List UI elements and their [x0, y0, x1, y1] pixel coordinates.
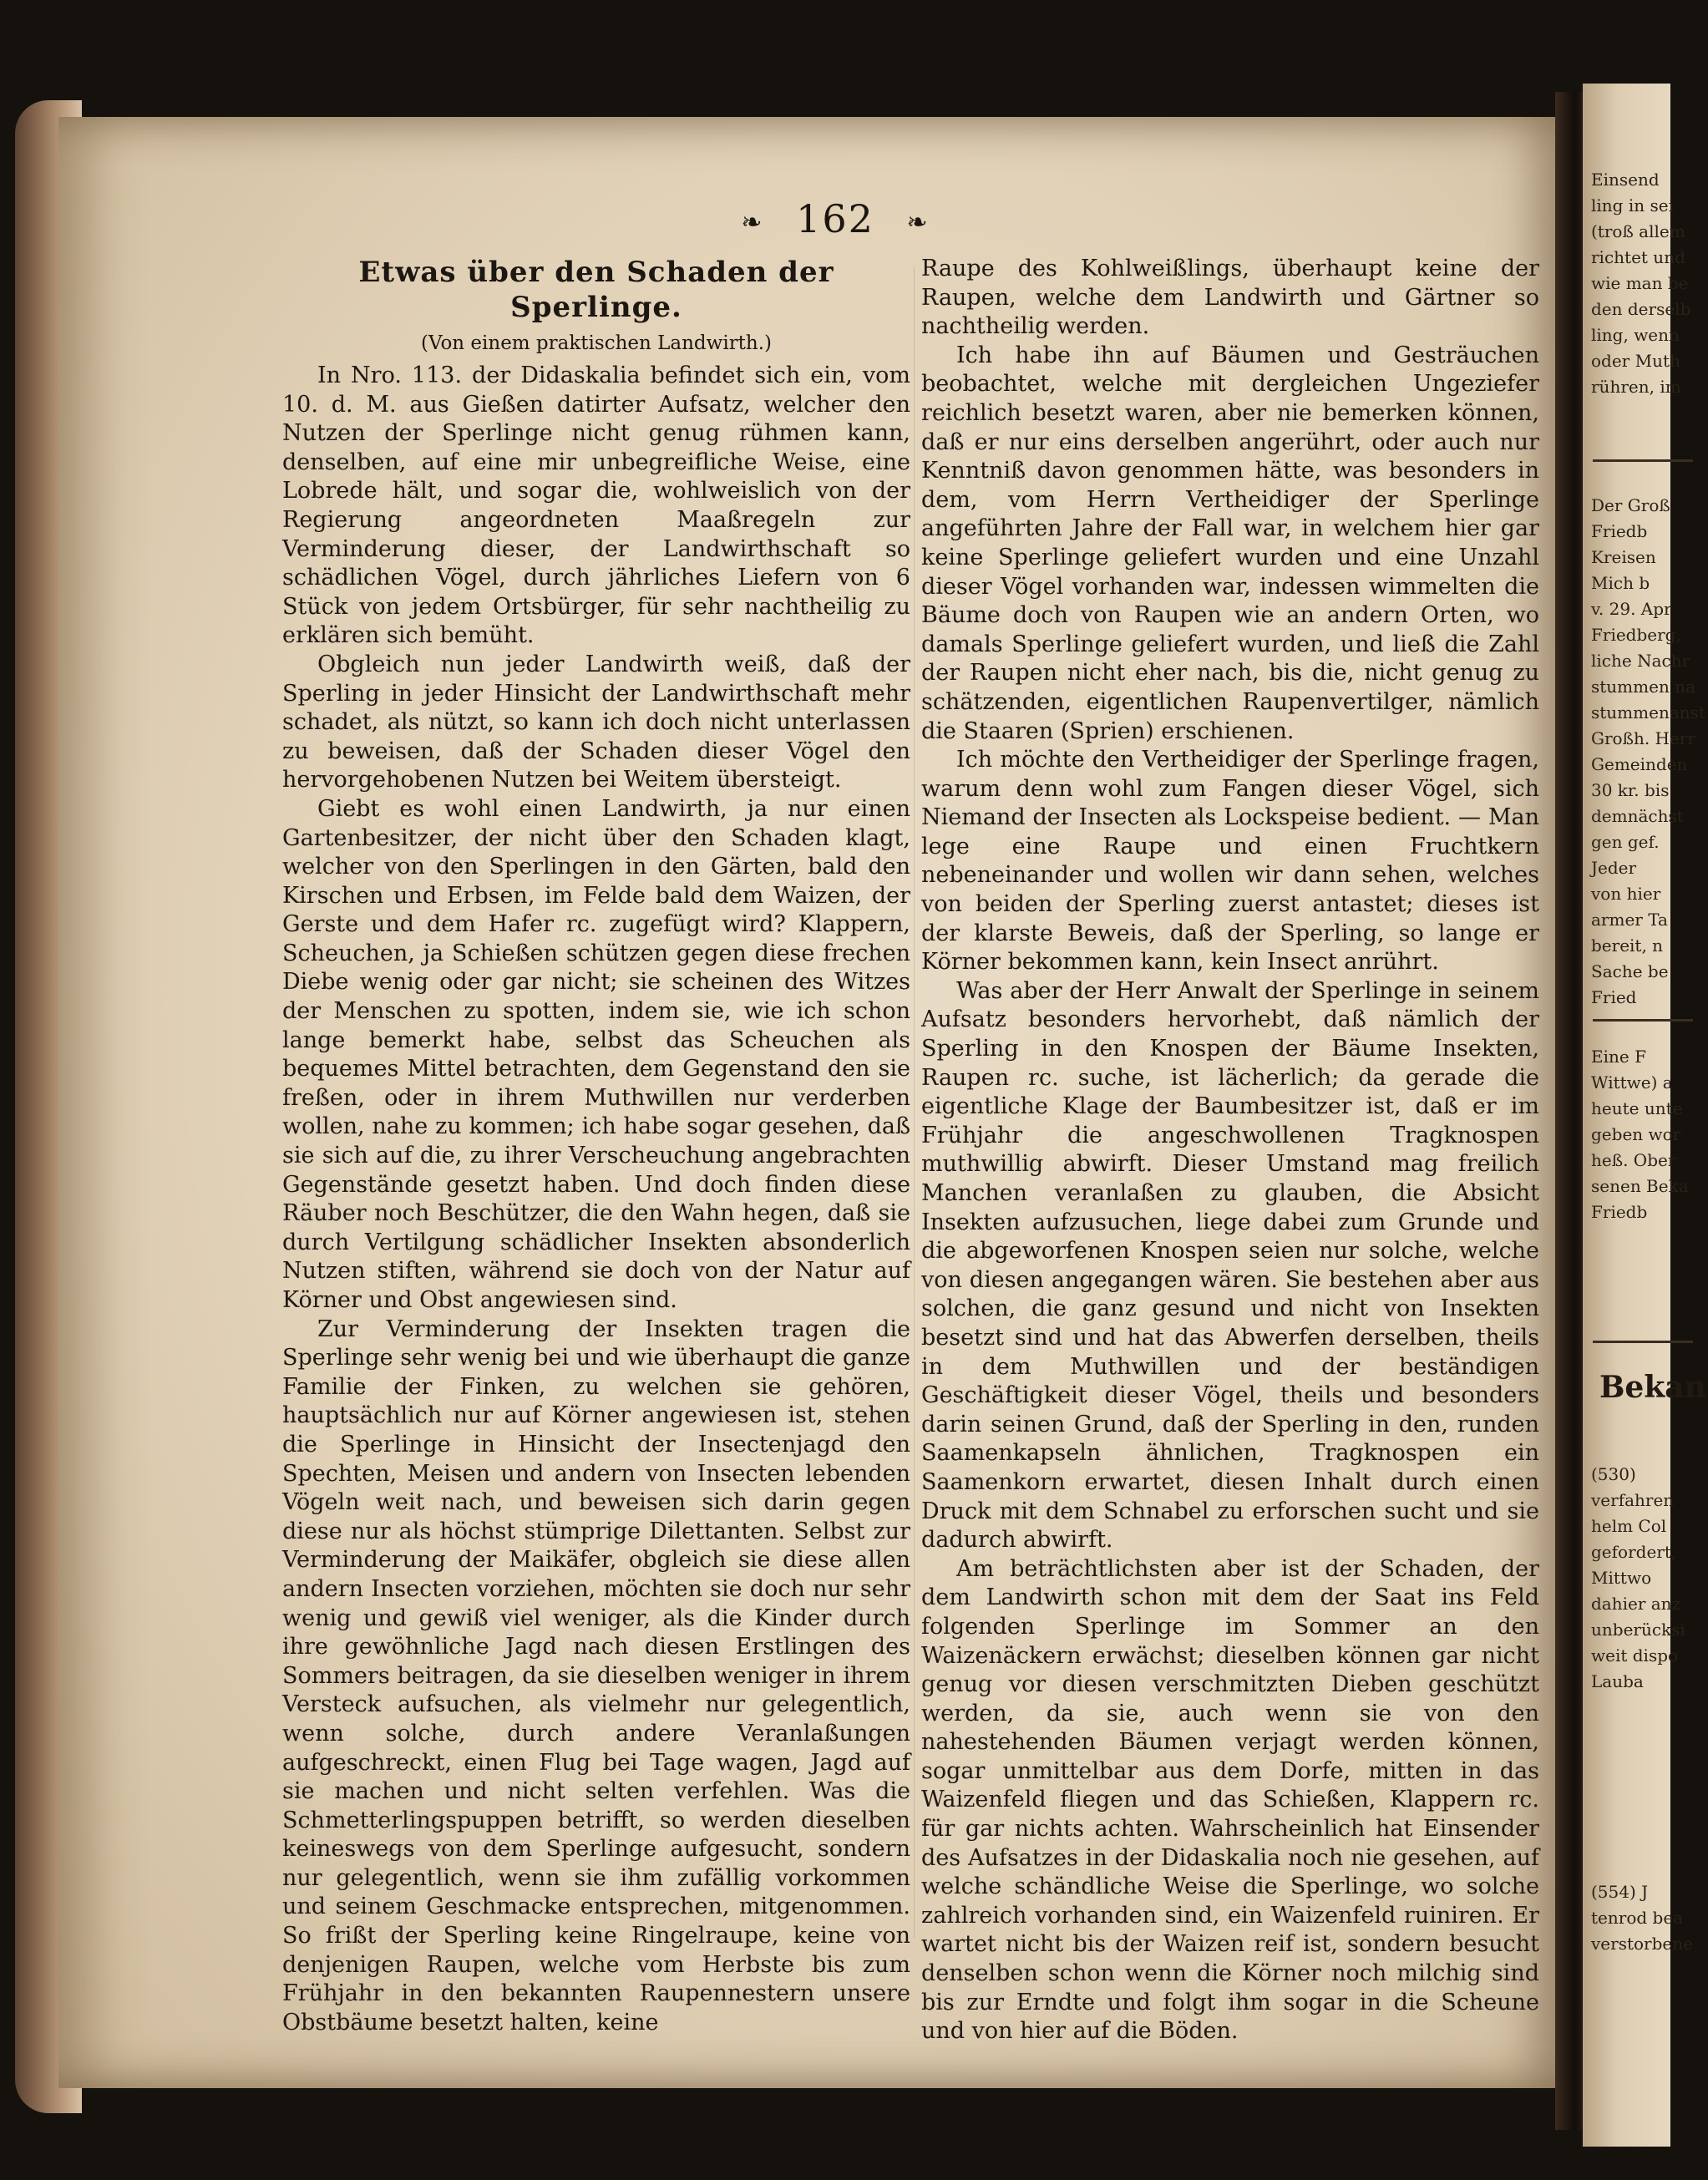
section-rule [1593, 1341, 1693, 1343]
ornament-left-icon: ❧ [741, 207, 764, 237]
next-page-line: Großh. Herr [1591, 728, 1695, 748]
paragraph: Zur Verminderung der Insekten tragen die Sperlinge sehr wenig bei und wie überhaupt die ganze Familie der Finken, zu welchen sie gehören, hauptsächlich nur auf Körner angewiesen ist, stehen die Sperlinge in Hinsicht der Insectenjagd den Spechten, Meisen und andern von Insecten lebenden Vögeln weit nach, und beweisen sich darin gegen diese nur als höchst stümprige Dilettanten. Selbst zur Verminderung der Maikäfer, obgleich sie diese allen andern Insecten vorziehen, möchten sie doch nur sehr wenig und gewiß viel weniger, als die Kinder durch ihre gewöhnliche Jagd nach diesen Erstlingen des Sommers beitragen, da sie dieselben weniger in ihrem Versteck aufsuchen, als vielmehr nur gelegentlich, wenn solche, durch andere Veranlaßungen aufgeschreckt, einen Flug bei Tage wagen, Jagd auf sie machen und nicht selten verfehlen. Was die Schmetterlingspuppen betrifft, so werden dieselben keineswegs von dem Sperlinge aufgesucht, sondern nur gelegentlich, wenn sie ihm zufällig vorkommen und seinem Geschmacke entsprechen, mitgenommen. So frißt der Sperling keine Ringelraupe, keine von denjenigen Raupen, welche vom Herbste bis zum Frühjahr in den bekannten Raupennestern unsere Obstbäume besetzt halten, keine [282, 1316, 910, 2036]
next-page-line: (troß allem [1591, 221, 1685, 241]
next-page-line: Kreisen [1591, 547, 1656, 567]
next-page-line: (530) [1591, 1464, 1636, 1484]
next-page-line: 30 kr. bis [1591, 780, 1670, 800]
next-page-line: (554) J [1591, 1882, 1649, 1902]
next-page-line: heß. Ober [1591, 1150, 1676, 1170]
next-page-line: gen gef. [1591, 832, 1660, 852]
next-page-line: Friedb [1591, 521, 1648, 541]
next-page-line: unberücksi [1591, 1620, 1685, 1640]
ornament-right-icon: ❧ [906, 207, 930, 237]
next-page-line: Lauba [1591, 1671, 1644, 1691]
next-page-line: geben wor [1591, 1124, 1681, 1144]
next-page-line: Mich b [1591, 573, 1650, 593]
paragraph: Am beträchtlichsten aber ist der Schaden, der dem Landwirth schon mit dem der Saat ins Feld folgenden Sperlinge im Sommer an den Waizenäckern erwächst; dieselben können gar nicht genug vor diesen verschmitzten Dieben geschützt werden, da sie, auch wenn sie von den nahestehenden Bäumen verjagt werden können, sogar unmittelbar aus dem Dorfe, mitten in das Waizenfeld fliegen und das Schießen, Klappern rc. für gar nichts achten. Wahrscheinlich hat Einsender des Aufsatzes in der Didaskalia noch nie gesehen, auf welche schändliche Weise die Sperlinge, wo solche zahlreich vorhanden sind, ein Waizenfeld ruiniren. Er wartet nicht bis der Waizen reif ist, sondern besucht denselben schon wenn die Körner noch milchig sind bis zur Erndte und folgt ihm sogar in die Scheune und von hier auf die Böden. [921, 1555, 1539, 2045]
paragraph: Ich habe ihn auf Bäumen und Gesträuchen beobachtet, welche mit dergleichen Ungeziefer reichlich besetzt waren, aber nie bemerken können, daß er nur eins derselben angerührt, oder auch nur Kenntniß davon genommen hätte, was besonders in dem, vom Herrn Vertheidiger der Sperlinge angeführten Jahre der Fall war, in welchem hier gar keine Sperlinge geliefert wurden und eine Unzahl dieser Vögel vorhanden war, indessen wimmelten die Bäume doch von Raupen wie an andern Orten, wo damals Sperlinge geliefert wurden, und ließ die Zahl der Raupen nicht eher nach, bis die, nicht genug zu schätzenden, eigentlichen Raupenvertilger, nämlich die Staaren (Sprien) erschienen. [921, 342, 1539, 744]
next-page-line: den derselb [1591, 299, 1691, 319]
next-page-line: Gemeinden [1591, 754, 1688, 774]
next-page-line: Der Groß [1591, 495, 1670, 515]
next-page-line: verfahren [1591, 1490, 1675, 1510]
article-subtitle: (Von einem praktischen Landwirth.) [420, 332, 773, 354]
next-page-line: ling in sei [1591, 195, 1674, 215]
next-page-line: senen Beka [1591, 1176, 1689, 1196]
next-page-line: armer Ta [1591, 910, 1668, 930]
next-page-line: v. 29. Apr [1591, 599, 1672, 619]
next-page-line: bereit, n [1591, 935, 1664, 956]
next-page-line: stummen na [1591, 677, 1695, 697]
paragraph: Ich möchte den Vertheidiger der Sperlinge fragen, warum denn wohl zum Fangen dieser Vögel, sich Niemand der Insecten als Lockspeise bedient. — Man lege eine Raupe und einen Fruchtkern nebeneinander und wollen wir dann sehen, welches von beiden der Sperling zuerst antastet; dieses ist der klarste Beweis, daß der Sperling, so lange er Körner bekommen kann, kein Insect anrührt. [921, 747, 1539, 976]
paragraph: Was aber der Herr Anwalt der Sperlinge in seinem Aufsatz besonders hervorhebt, daß nämlich der Sperling in den Knospen der Bäume Insekten, Raupen rc. suche, ist lächerlich; da gerade die eigentliche Klage der Baumbesitzer ist, daß er im Frühjahr die angeschwollenen Tragknospen muthwillig abwirft. Dieser Umstand mag freilich Manchen veranlaßen zu glauben, die Absicht Insekten aufzusuchen, liege dabei zum Grunde und die abgeworfenen Knospen seien nur solche, welche von diesen angegangen wären. Sie bestehen aber aus solchen, die ganz gesund und nicht von Insekten besetzt sind und hat das Abwerfen derselben, theils in dem Muthwillen und der beständigen Geschäftigkeit dieser Vögel, theils und besonders darin seinen Grund, daß der Sperling in den, runden Saamenkapseln ähnlichen, Tragknospen ein Saamenkorn erwartet, diesen Inhalt durch einen Druck mit dem Schnabel zu erforschen sucht und sie dadurch abwirft. [921, 977, 1539, 1554]
next-page-line: weit dispo [1591, 1645, 1679, 1665]
next-page-line: von hier [1591, 884, 1661, 904]
next-page-line: wie man be [1591, 273, 1689, 293]
next-page-line: Wittwe) a [1591, 1072, 1673, 1093]
next-page-line: Sache be [1591, 961, 1669, 981]
next-page-line: Friedb [1591, 1202, 1648, 1222]
next-page-line: stummenanst [1591, 702, 1705, 722]
article-title: Etwas über den Schaden der Sperlinge. [358, 256, 834, 324]
paragraph: In Nro. 113. der Didaskalia befindet sich ein, vom 10. d. M. aus Gießen datirter Aufsatz, welcher den Nutzen der Sperlinge nicht genug rühmen kann, denselben, auf eine mir unbegreifliche Weise, eine Lobrede hält, und sogar die, wohlweislich von der Regierung angeordneten Maaßregeln zur Verminderung dieser, der Landwirthschaft so schädlichen Vögel, durch jährliches Liefern von 6 Stück von jedem Ortsbürger, für sehr nachtheilig zu erklären sich bemüht. [282, 362, 910, 649]
next-page-line: liche Nachr [1591, 651, 1690, 671]
column-divider [914, 267, 915, 1938]
article-column-left [282, 255, 910, 2037]
section-rule [1593, 459, 1693, 462]
next-page-line: demnächst [1591, 806, 1684, 826]
paragraph: Giebt es wohl einen Landwirth, ja nur einen Gartenbesitzer, der nicht über den Schaden klagt, welcher von den Sperlingen in den Gärten, bald den Kirschen und Erbsen, im Felde bald dem Waizen, der Gerste und dem Hafer rc. zugefügt wird? Klappern, Scheuchen, ja Schießen schützen gegen diese frechen Diebe wenig oder gar nicht; sie scheinen des Witzes der Menschen zu spotten, indem sie, wie ich schon lange bemerkt habe, selbst das Scheuchen als bequemes Mittel betrachten, dem Gegenstand den sie freßen, oder in ihrem Muthwillen nur verderben wollen, nahe zu kommen; ich habe sogar gesehen, daß sie sich auf die, zu ihrer Verscheuchung angebrachten Gegenstände gesetzt haben. Und doch finden diese Räuber noch Beschützer, die den Wahn hegen, daß sie durch Vertilgung schädlicher Insekten absonderlich Nutzen stiften, während sie doch von der Natur auf Körner und Obst angewiesen sind. [282, 795, 910, 1313]
next-page-line: Einsend [1591, 170, 1660, 190]
next-page-line: verstorbene [1591, 1934, 1693, 1954]
next-page-line: Mittwo [1591, 1568, 1652, 1588]
next-page-line: rühren, im [1591, 377, 1681, 397]
next-page-line: Eine F [1591, 1047, 1646, 1067]
paragraph: Obgleich nun jeder Landwirth weiß, daß der Sperling in jeder Hinsicht der Landwirthschaft mehr schadet, als nützt, so kann ich doch nicht unterlassen zu beweisen, daß der Schaden dieser Vögel den hervorgehobenen Nutzen bei Weitem übersteigt. [282, 651, 910, 793]
page-header [0, 196, 1670, 241]
next-page-line: richtet und [1591, 247, 1685, 267]
page-number: 162 [796, 196, 874, 241]
next-page-line: oder Muth [1591, 351, 1680, 371]
next-page-heading: Bekan [1599, 1370, 1706, 1405]
next-page-line: Fried [1591, 987, 1637, 1007]
next-page-line: gefordert, [1591, 1542, 1677, 1562]
next-page-line: ling, wenn [1591, 325, 1680, 345]
next-page-line: Friedberg, [1591, 625, 1681, 645]
article-column-right [921, 255, 1539, 2046]
next-page-line: Jeder [1591, 858, 1637, 878]
section-rule [1593, 1019, 1693, 1022]
next-page-line: tenrod bea [1591, 1908, 1684, 1928]
next-page-line: heute unte [1591, 1098, 1683, 1118]
next-page-line: helm Col [1591, 1516, 1667, 1536]
next-page-line: dahier anz [1591, 1594, 1681, 1614]
paragraph: Raupe des Kohlweißlings, überhaupt keine der Raupen, welche dem Landwirth und Gärtner so nachtheilig werden. [921, 256, 1539, 340]
next-page-strip [1583, 84, 1706, 2147]
